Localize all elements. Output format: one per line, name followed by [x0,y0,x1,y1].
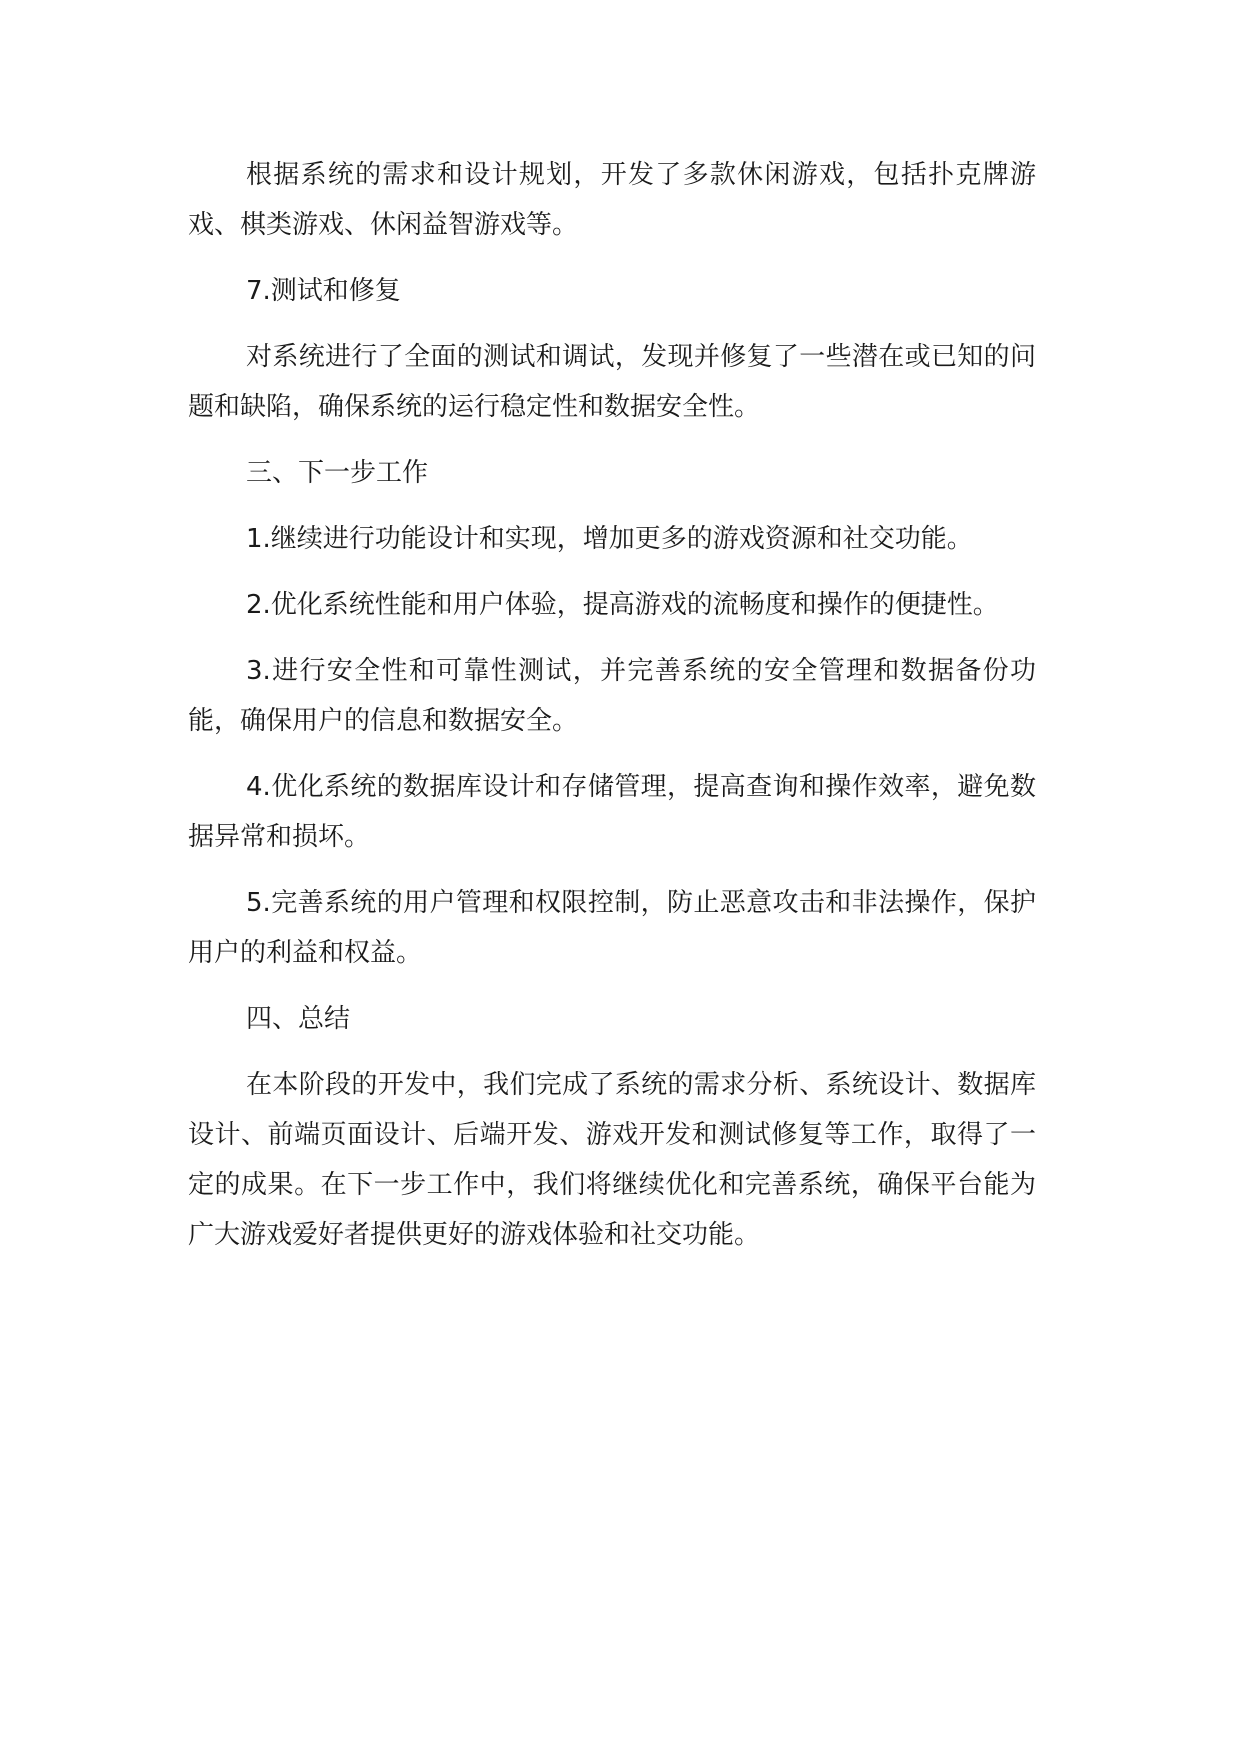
paragraph-summary: 在本阶段的开发中，我们完成了系统的需求分析、系统设计、数据库设计、前端页面设计、后端开发、游戏开发和测试修复等工作，取得了一定的成果。在下一步工作中，我们将继续优化和完善系统，确保平台能为广大游戏爱好者提供更好的游戏体验和社交功能。 [188,1070,1036,1250]
heading-next-steps: 三、下一步工作 [246,458,429,488]
list-item-next-step-5: 5.完善系统的用户管理和权限控制，防止恶意攻击和非法操作，保护用户的利益和权益。 [188,888,1036,968]
document-body [188,150,1036,1276]
list-item-next-step-1: 1.继续进行功能设计和实现，增加更多的游戏资源和社交功能。 [246,524,973,554]
list-item-next-step-2: 2.优化系统性能和用户体验，提高游戏的流畅度和操作的便捷性。 [246,590,999,620]
list-item-next-step-3: 3.进行安全性和可靠性测试，并完善系统的安全管理和数据备份功能，确保用户的信息和数据安全。 [188,656,1036,736]
heading-summary: 四、总结 [246,1004,351,1034]
list-item-next-step-4: 4.优化系统的数据库设计和存储管理，提高查询和操作效率，避免数据异常和损坏。 [188,772,1036,852]
heading-testing-and-fixing: 7.测试和修复 [246,276,401,306]
paragraph-game-development: 根据系统的需求和设计规划，开发了多款休闲游戏，包括扑克牌游戏、棋类游戏、休闲益智游戏等。 [188,160,1036,240]
paragraph-testing: 对系统进行了全面的测试和调试，发现并修复了一些潜在或已知的问题和缺陷，确保系统的运行稳定性和数据安全性。 [188,342,1036,422]
